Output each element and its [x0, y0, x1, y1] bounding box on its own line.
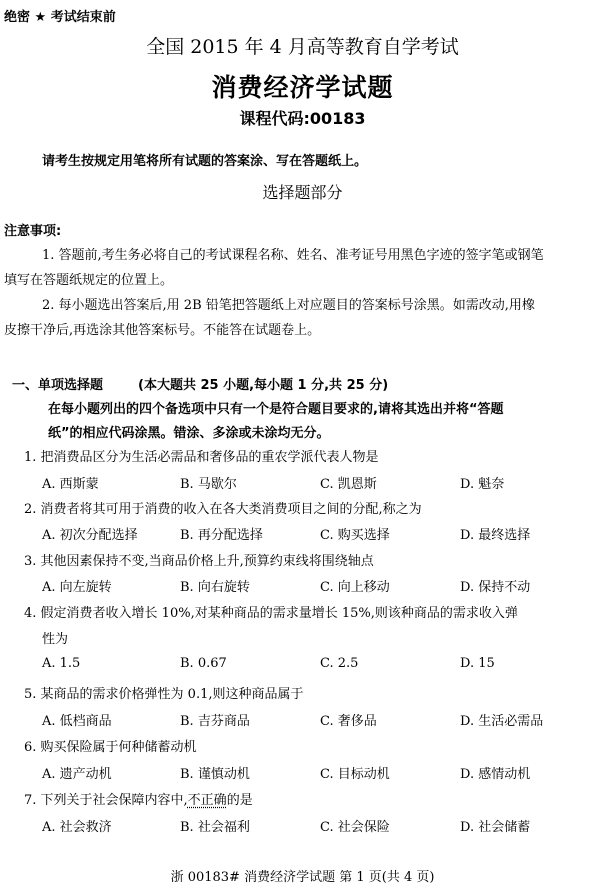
question-stem: 2. 消费者将其可用于消费的收入在各大类消费项目之间的分配,称之为	[24, 502, 422, 517]
option-b: B. 社会福利	[180, 820, 250, 835]
option-d: D. 最终选择	[460, 528, 531, 543]
note-1-line-1: 1. 答题前,考生务必将自己的考试课程名称、姓名、准考证号用黑色字迹的签字笔或钢笔	[42, 248, 544, 263]
emphasis-mark: 不正确	[187, 793, 227, 808]
option-d: D. 保持不动	[460, 580, 531, 595]
question-stem-post: 的是	[226, 793, 253, 808]
option-c: C. 向上移动	[320, 580, 390, 595]
section-title: 选择题部分	[262, 183, 343, 202]
part1-heading-detail: (本大题共 25 小题,每小题 1 分,共 25 分)	[138, 378, 389, 393]
option-a: A. 1.5	[42, 656, 81, 671]
option-b: B. 向右旋转	[180, 580, 250, 595]
option-c: C. 2.5	[320, 656, 359, 671]
option-b: B. 谨慎动机	[180, 767, 250, 782]
option-b: B. 再分配选择	[180, 528, 263, 543]
question-stem: 3. 其他因素保持不变,当商品价格上升,预算约束线将围绕轴点	[24, 554, 374, 569]
option-c: C. 奢侈品	[320, 714, 377, 729]
question-stem: 1. 把消费品区分为生活必需品和奢侈品的重农学派代表人物是	[24, 450, 379, 465]
option-d: D. 15	[460, 656, 495, 671]
part1-desc-line-1: 在每小题列出的四个备选项中只有一个是符合题目要求的,请将其选出并将“答题	[48, 402, 504, 417]
question-stem: 5. 某商品的需求价格弹性为 0.1,则这种商品属于	[24, 687, 304, 702]
option-a: A. 遗产动机	[42, 767, 112, 782]
option-c: C. 购买选择	[320, 528, 390, 543]
page-title: 消费经济学试题	[211, 73, 394, 102]
part1-heading: 一、单项选择题	[12, 378, 104, 393]
option-b: B. 吉芬商品	[180, 714, 250, 729]
option-a: A. 向左旋转	[42, 580, 112, 595]
option-a: A. 初次分配选择	[42, 528, 138, 543]
note-1-line-2: 填写在答题纸规定的位置上。	[4, 273, 174, 288]
option-c: C. 目标动机	[320, 767, 390, 782]
question-stem: 6. 购买保险属于何种储蓄动机	[24, 740, 197, 755]
option-d: D. 感情动机	[460, 767, 531, 782]
page-footer: 浙 00183# 消费经济学试题 第 1 页(共 4 页)	[170, 870, 435, 885]
notes-heading: 注意事项:	[4, 224, 62, 239]
exam-line: 全国 2015 年 4 月高等教育自学考试	[146, 36, 459, 58]
option-c: C. 社会保险	[320, 820, 390, 835]
option-d: D. 魁奈	[460, 477, 505, 492]
answer-instruction: 请考生按规定用笔将所有试题的答案涂、写在答题纸上。	[42, 154, 368, 169]
option-d: D. 生活必需品	[460, 714, 544, 729]
question-stem	[24, 789, 253, 808]
question-stem-pre: 7. 下列关于社会保障内容中,	[24, 793, 188, 808]
option-b: B. 0.67	[180, 656, 227, 671]
option-b: B. 马歇尔	[180, 477, 237, 492]
course-code: 课程代码:00183	[239, 109, 366, 128]
option-a: A. 低档商品	[42, 714, 112, 729]
question-stem-continued: 性为	[42, 632, 69, 647]
question-stem: 4. 假定消费者收入增长 10%,对某种商品的需求量增长 15%,则该种商品的需求收入弹	[24, 606, 518, 621]
part1-desc-line-2: 纸”的相应代码涂黑。错涂、多涂或未涂均无分。	[48, 426, 330, 441]
note-2-line-1: 2. 每小题选出答案后,用 2B 铅笔把答题纸上对应题目的答案标号涂黑。如需改动,用橡	[42, 298, 535, 313]
note-2-line-2: 皮擦干净后,再选涂其他答案标号。不能答在试题卷上。	[4, 323, 321, 338]
option-a: A. 社会救济	[42, 820, 112, 835]
option-a: A. 西斯蒙	[42, 477, 99, 492]
secret-label: 绝密 ★ 考试结束前	[4, 10, 116, 25]
option-d: D. 社会储蓄	[460, 820, 531, 835]
option-c: C. 凯恩斯	[320, 477, 377, 492]
